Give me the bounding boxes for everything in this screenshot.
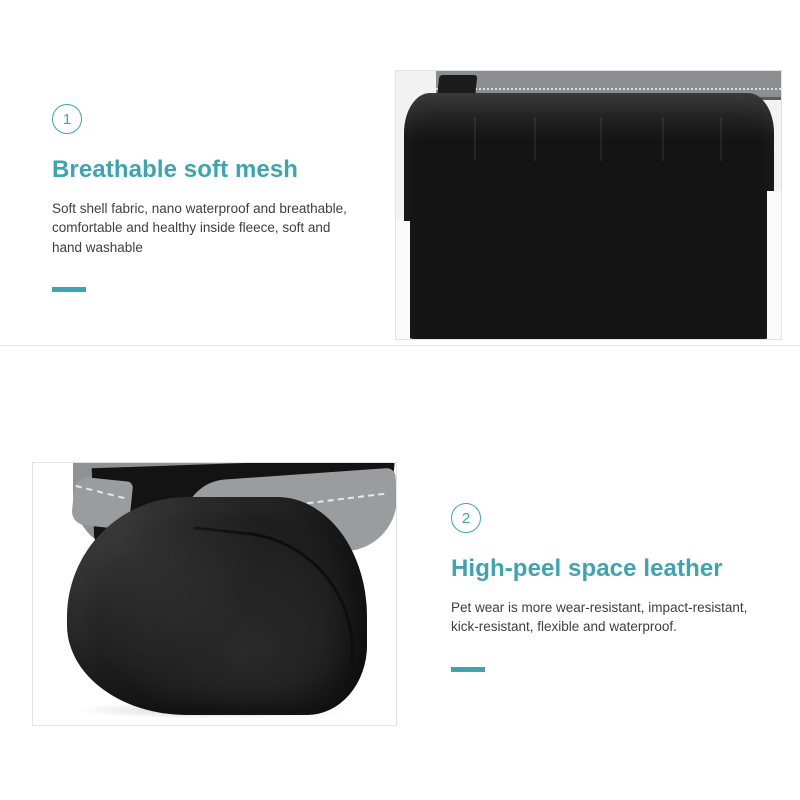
feature-2-description: Pet wear is more wear-resistant, impact-resistant, kick-resistant, flexible and waterproof. [451, 599, 748, 635]
feature-1-accent-dash [52, 287, 86, 292]
photo-1-cuff-stitching [436, 88, 781, 90]
photo-1-right-margin [767, 191, 781, 339]
photo-1-fabric-body [404, 93, 774, 339]
feature-2-product-photo [32, 462, 397, 726]
feature-2-accent-dash [451, 667, 485, 672]
feature-1-description: Soft shell fabric, nano waterproof and breathable, comfortable and healthy inside fleece, soft and hand washable [52, 200, 347, 255]
photo-2-toe-seam [181, 526, 366, 666]
feature-1-product-photo [395, 70, 782, 340]
feature-1-title: Breathable soft mesh [52, 156, 299, 183]
section-divider [0, 345, 800, 346]
feature-2-title: High-peel space leather [451, 555, 723, 582]
feature-2-number-badge: 2 [451, 503, 481, 533]
feature-1-number-badge: 1 [52, 104, 82, 134]
photo-1-fabric-fold [534, 117, 536, 161]
feature-1-text-column [52, 104, 362, 292]
photo-1-fabric-fold [720, 117, 722, 161]
photo-1-fabric-fold [662, 117, 664, 161]
photo-2-drop-shadow [73, 701, 353, 719]
feature-block-2 [0, 400, 800, 800]
photo-1-fabric-fold [600, 117, 602, 161]
photo-1-left-margin [396, 221, 410, 339]
photo-2-shoe-toe [67, 497, 367, 715]
photo-1-fabric-fold [474, 117, 476, 161]
feature-2-text-column [451, 503, 771, 672]
